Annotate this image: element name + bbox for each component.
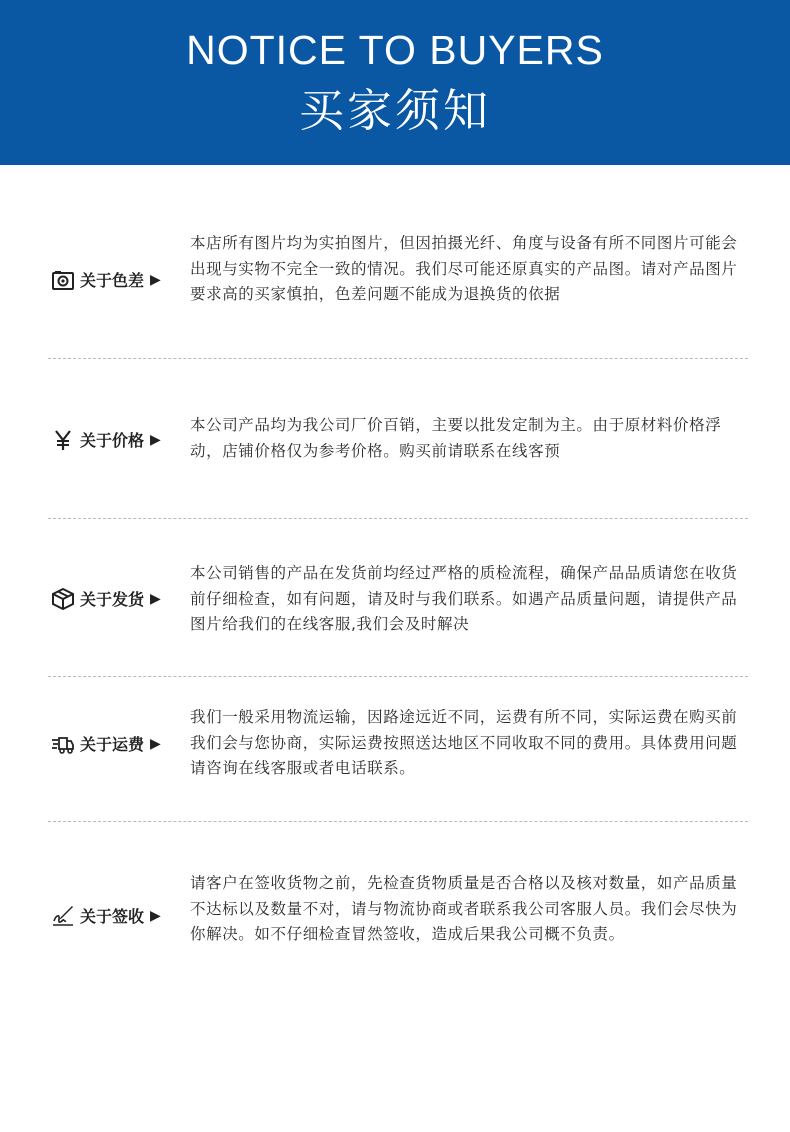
page-header [0,0,790,165]
section-label [52,904,161,927]
section-label [52,428,161,451]
notice-content [0,165,790,1132]
section-description: 本店所有图片均为实拍图片，但因拍摄光纤、角度与设备有所不同图片可能会出现与实物不完全一致的情况。我们尽可能还原真实的产品图。请对产品图片要求高的买家慎拍，色差问题不能成为退换货的依据 [190,234,738,303]
yen-icon [52,429,74,451]
package-icon [52,588,74,610]
section-description: 请客户在签收货物之前，先检查货物质量是否合格以及核对数量，如产品质量不达标以及数量不对，请与物流协商或者联系我公司客服人员。我们会尽快为你解决。如不仔细检查冒然签收，造成后果我公司概不负责。 [190,874,738,943]
play-arrow-icon: ▶ [150,431,161,448]
divider [48,676,748,677]
section-label [52,587,161,610]
play-arrow-icon: ▶ [150,735,161,752]
title-chinese: 买家须知 [298,84,491,137]
section-label-text: 关于色差 [80,271,145,290]
section-label [52,268,161,291]
section-description: 本公司销售的产品在发货前均经过严格的质检流程，确保产品品质请您在收货前仔细检查，如有问题，请及时与我们联系。如遇产品质量问题，请提供产品图片给我们的在线客服,我们会及时解决 [190,564,738,633]
signature-icon [52,905,74,927]
truck-icon [52,733,74,755]
title-english: NOTICE TO BUYERS [186,27,604,73]
section-description: 本公司产品均为我公司厂价百销，主要以批发定制为主。由于原材料价格浮动，店铺价格仅为参考价格。购买前请联系在线客预 [190,416,722,460]
divider [48,518,748,519]
play-arrow-icon: ▶ [150,590,161,607]
play-arrow-icon: ▶ [150,271,161,288]
section-label-text: 关于签收 [80,907,145,926]
section-label [52,732,161,755]
camera-icon [52,269,74,291]
play-arrow-icon: ▶ [150,907,161,924]
divider [48,358,748,359]
section-label-text: 关于发货 [80,590,145,609]
section-label-text: 关于价格 [80,431,145,450]
section-label-text: 关于运费 [80,735,145,754]
divider [48,821,748,822]
section-description: 我们一般采用物流运输，因路途远近不同，运费有所不同，实际运费在购买前我们会与您协商，实际运费按照送达地区不同收取不同的费用。具体费用问题请咨询在线客服或者电话联系。 [190,708,738,777]
